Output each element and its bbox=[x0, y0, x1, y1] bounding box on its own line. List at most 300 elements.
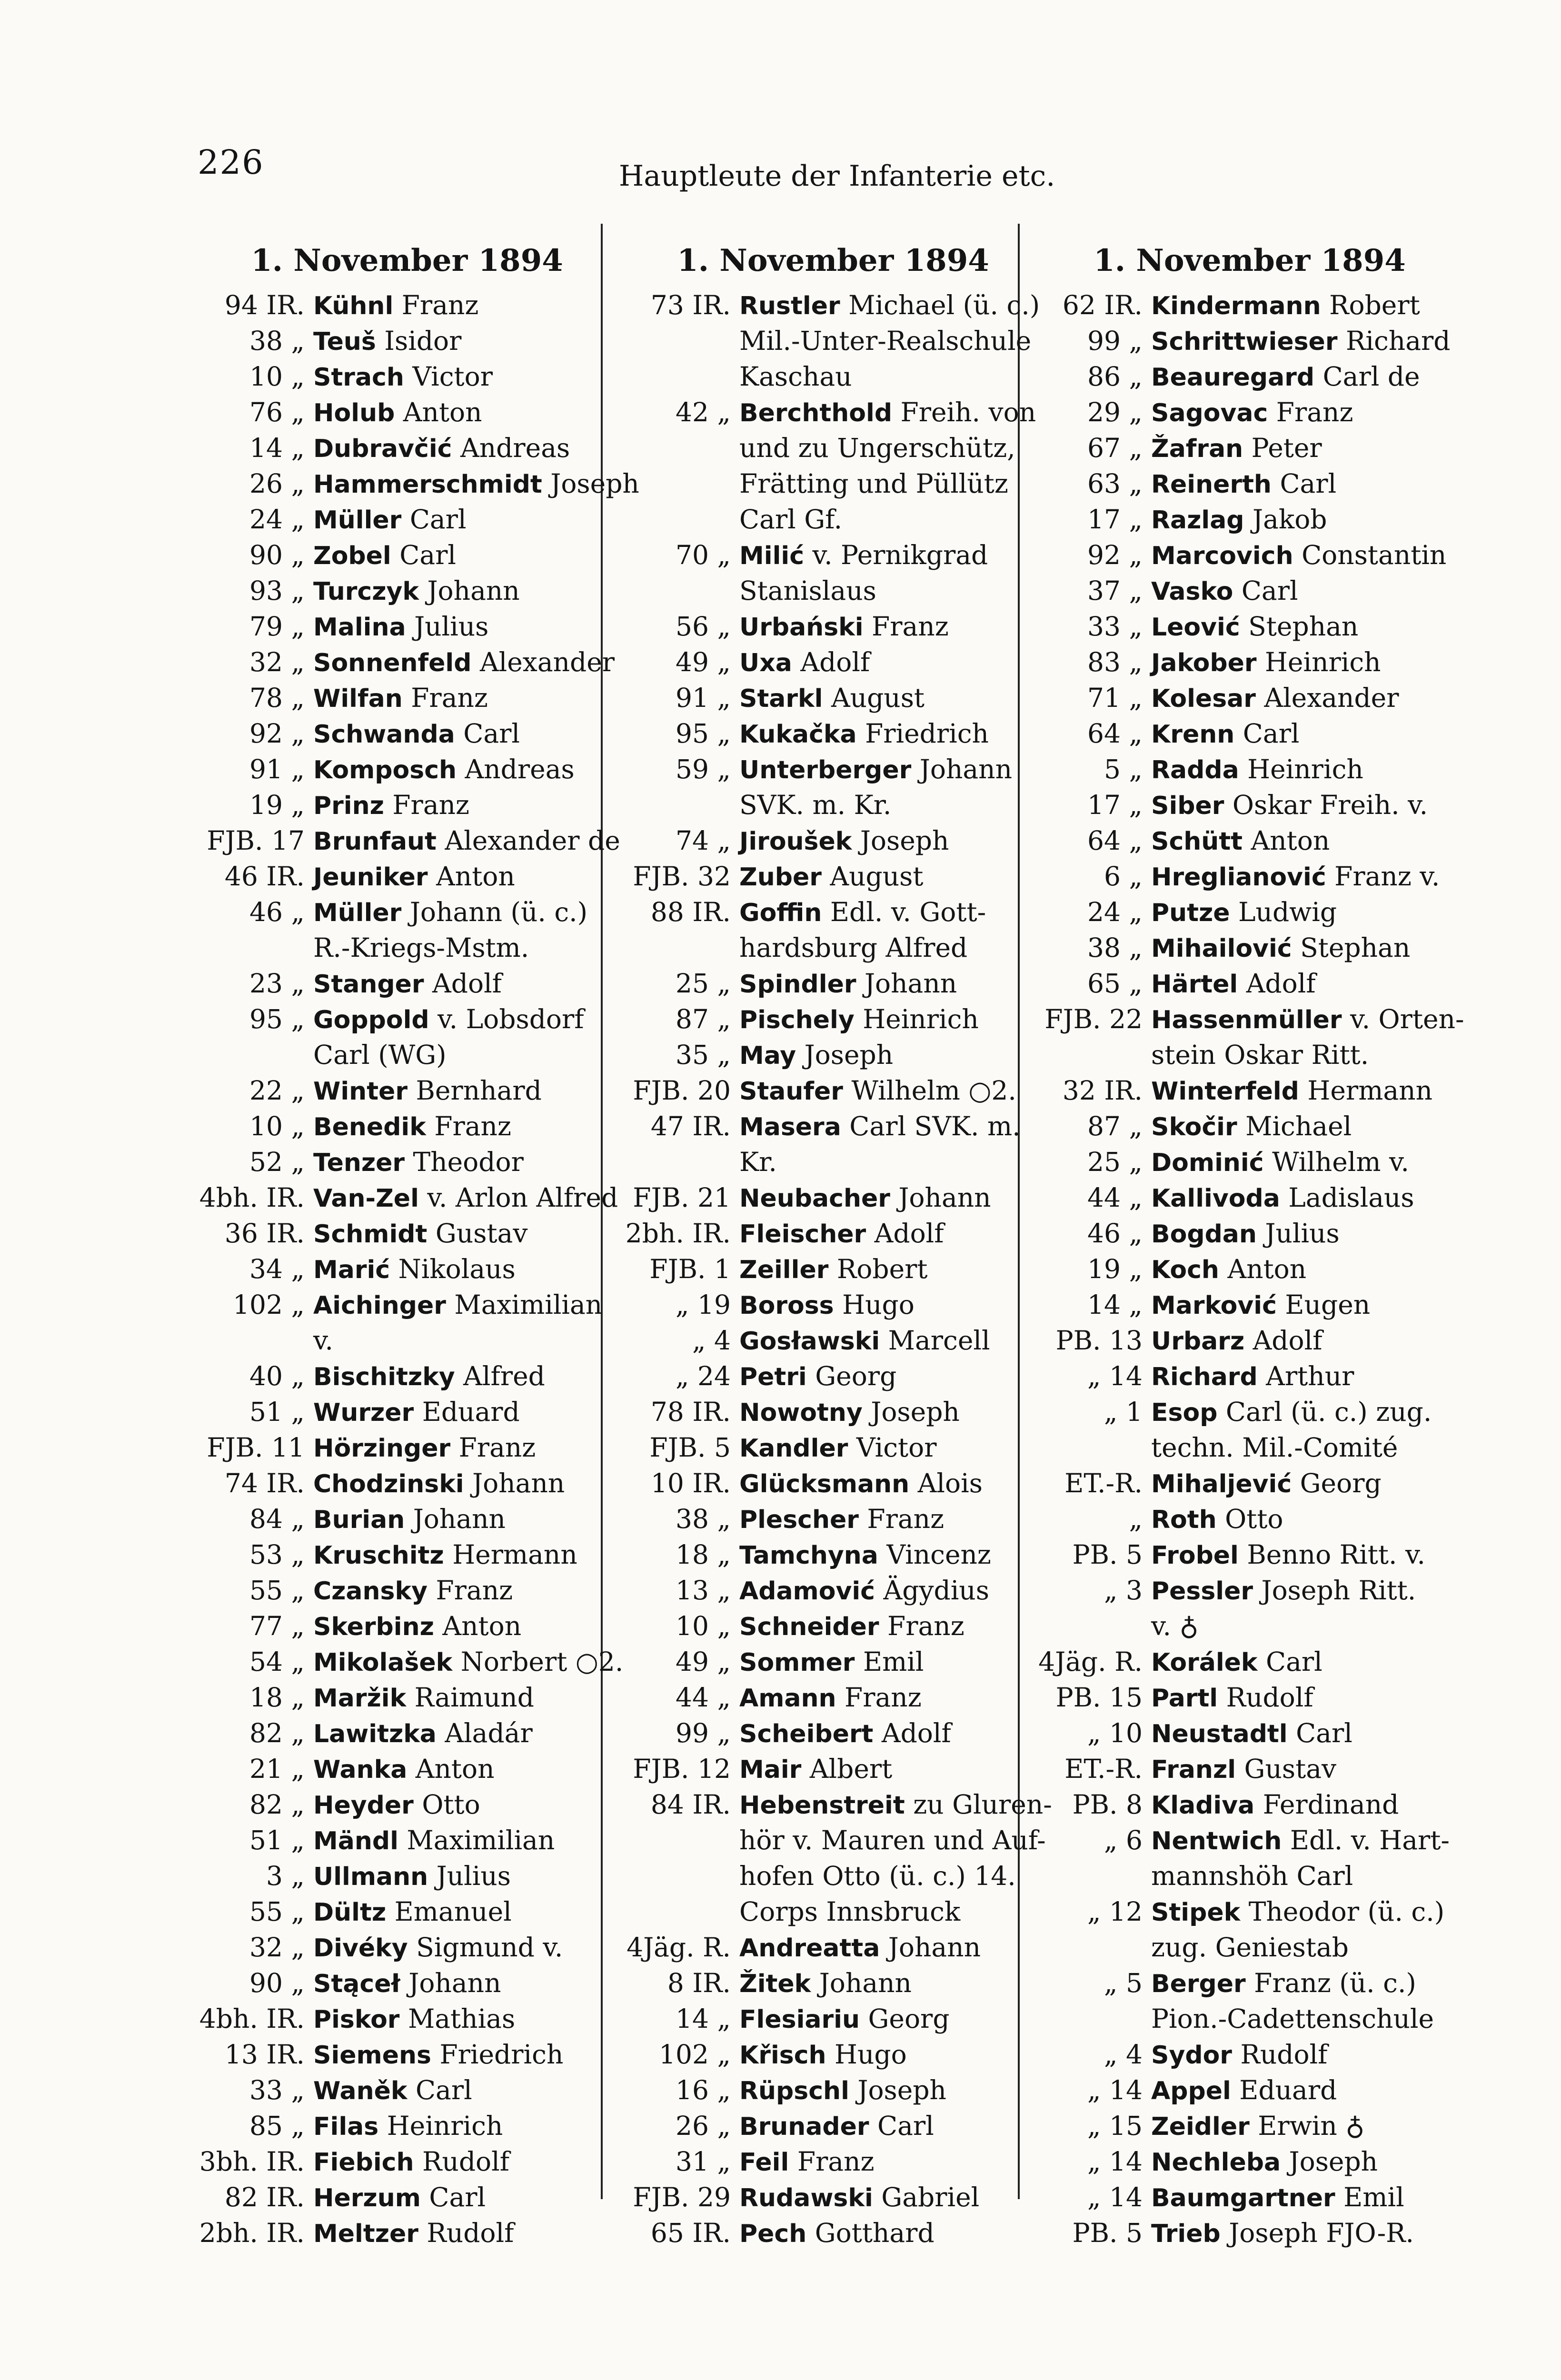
list-item bbox=[181, 823, 620, 859]
officer-details: mannshöh Carl bbox=[1151, 1861, 1353, 1891]
unit-reference: 33 „ bbox=[249, 2075, 305, 2105]
officer-surname: Radda bbox=[1151, 756, 1239, 784]
unit-reference: 46 „ bbox=[1087, 1218, 1143, 1249]
list-item bbox=[607, 1966, 1021, 2002]
entry-text bbox=[313, 1645, 623, 1680]
list-item bbox=[1019, 716, 1442, 752]
unit-reference: „ 4 bbox=[692, 1325, 731, 1356]
list-item bbox=[607, 1680, 1021, 1716]
entry-text bbox=[1151, 466, 1442, 502]
list-item bbox=[1019, 1288, 1442, 1323]
entry-text bbox=[1151, 574, 1442, 609]
list-item bbox=[607, 859, 1021, 895]
unit-reference: 92 „ bbox=[249, 718, 305, 749]
officer-details: Johann (ü. c.) bbox=[409, 897, 588, 927]
officer-details: Hugo bbox=[842, 1289, 915, 1320]
officer-details: Carl bbox=[409, 504, 467, 535]
officer-details: Andreas bbox=[460, 433, 570, 463]
entry-text bbox=[739, 1823, 1046, 1859]
officer-surname: Mihaljević bbox=[1151, 1470, 1292, 1498]
officer-details: Michael (ü. c.) bbox=[848, 290, 1040, 320]
entry-text bbox=[1151, 1430, 1442, 1466]
entry-text bbox=[1151, 1573, 1442, 1609]
entry-text bbox=[313, 1073, 595, 1109]
officer-surname: Müller bbox=[313, 899, 402, 927]
list-item bbox=[181, 645, 615, 681]
unit-reference: 10 „ bbox=[249, 361, 305, 392]
list-item bbox=[607, 1180, 1021, 1216]
unit-reference: 55 „ bbox=[249, 1575, 305, 1606]
entry-text bbox=[1151, 1180, 1442, 1216]
officer-surname: Mändl bbox=[313, 1827, 398, 1855]
entry-text bbox=[1151, 1288, 1442, 1323]
entry-text bbox=[1151, 931, 1442, 966]
entry-text bbox=[739, 1216, 1021, 1252]
entry-text bbox=[1151, 966, 1442, 1002]
unit-reference: 2bh. IR. bbox=[199, 2218, 305, 2248]
list-item bbox=[607, 1537, 1021, 1573]
entry-text bbox=[313, 1180, 618, 1216]
entry-text bbox=[1151, 1787, 1442, 1823]
unit-reference: 63 „ bbox=[1087, 468, 1143, 499]
unit-reference: 4bh. IR. bbox=[199, 2003, 305, 2034]
officer-surname: Marcovich bbox=[1151, 542, 1293, 570]
officer-surname: Amann bbox=[739, 1684, 836, 1713]
unit-reference: 22 „ bbox=[249, 1075, 305, 1106]
officer-details: August bbox=[831, 683, 925, 713]
officer-details: Carl bbox=[429, 2182, 486, 2212]
list-item bbox=[181, 574, 595, 609]
list-item bbox=[1019, 1859, 1442, 1894]
list-item bbox=[1019, 538, 1447, 574]
list-item bbox=[1019, 1073, 1442, 1109]
officer-details: Edl. v. Hart- bbox=[1290, 1825, 1450, 1855]
unit-reference: 82 IR. bbox=[224, 2182, 305, 2212]
list-item bbox=[181, 1930, 595, 1966]
officer-details: Gustav bbox=[1244, 1754, 1337, 1784]
unit-reference: 67 „ bbox=[1087, 433, 1143, 463]
officer-details: Alexander de bbox=[445, 825, 620, 856]
entry-text bbox=[739, 1502, 1021, 1537]
officer-details: Otto bbox=[422, 1789, 480, 1820]
officer-surname: Teuš bbox=[313, 327, 376, 356]
officer-surname: Sydor bbox=[1151, 2041, 1232, 2070]
officer-details: Rudolf bbox=[1226, 1682, 1313, 1713]
officer-surname: Leović bbox=[1151, 613, 1240, 642]
list-item bbox=[607, 2109, 1021, 2144]
officer-details: Victor bbox=[856, 1432, 937, 1463]
list-item bbox=[1019, 324, 1451, 359]
list-item bbox=[181, 1787, 595, 1823]
entry-text bbox=[313, 1145, 595, 1180]
list-item bbox=[1019, 931, 1442, 966]
officer-surname: Spindler bbox=[739, 970, 856, 999]
officer-surname: Benedik bbox=[313, 1113, 426, 1141]
entry-text bbox=[739, 1109, 1021, 1145]
entry-text bbox=[1151, 716, 1442, 752]
officer-surname: Rüpschl bbox=[739, 2077, 849, 2105]
entry-text bbox=[313, 1573, 595, 1609]
list-item bbox=[181, 1180, 618, 1216]
officer-details: Carl bbox=[1241, 575, 1298, 606]
list-item bbox=[181, 2037, 595, 2073]
entry-text bbox=[1151, 1359, 1442, 1395]
list-item bbox=[181, 431, 595, 466]
unit-reference: 19 „ bbox=[1087, 1254, 1143, 1284]
unit-reference: FJB. 17 bbox=[207, 825, 305, 856]
officer-details: Hugo bbox=[835, 2039, 907, 2070]
list-item bbox=[607, 931, 1021, 966]
unit-reference: 99 „ bbox=[1087, 326, 1143, 356]
entry-text bbox=[739, 574, 1021, 609]
list-item bbox=[181, 1537, 595, 1573]
unit-reference: 46 „ bbox=[249, 897, 305, 927]
unit-reference: 2bh. IR. bbox=[625, 1218, 731, 1249]
unit-reference: 18 „ bbox=[249, 1682, 305, 1713]
officer-details: Benno Ritt. v. bbox=[1247, 1539, 1425, 1570]
entry-text bbox=[313, 2109, 595, 2144]
list-item bbox=[607, 752, 1021, 788]
entry-text bbox=[313, 1395, 595, 1430]
officer-surname: Zeidler bbox=[1151, 2112, 1250, 2141]
entry-text bbox=[313, 895, 595, 931]
list-item bbox=[181, 2216, 595, 2251]
unit-reference: 91 „ bbox=[249, 754, 305, 784]
unit-reference: 87 „ bbox=[676, 1004, 731, 1034]
list-item bbox=[1019, 1216, 1442, 1252]
officer-surname: Siemens bbox=[313, 2041, 431, 2070]
officer-surname: Dominić bbox=[1151, 1149, 1264, 1177]
entry-text bbox=[313, 966, 595, 1002]
entry-text bbox=[313, 859, 595, 895]
entry-text bbox=[1151, 2180, 1442, 2216]
entry-text bbox=[739, 609, 1021, 645]
unit-reference: 34 „ bbox=[249, 1254, 305, 1284]
list-item bbox=[607, 2216, 1021, 2251]
unit-reference: 85 „ bbox=[249, 2111, 305, 2141]
entry-text bbox=[1151, 1645, 1442, 1680]
officer-details: Joseph bbox=[857, 2075, 946, 2105]
unit-reference: 64 „ bbox=[1087, 718, 1143, 749]
officer-details: Albert bbox=[809, 1754, 893, 1784]
list-item bbox=[181, 1823, 595, 1859]
entry-text bbox=[1151, 324, 1451, 359]
officer-surname: Nowotny bbox=[739, 1398, 863, 1427]
list-item bbox=[1019, 1716, 1442, 1752]
list-item bbox=[607, 1466, 1021, 1502]
list-item bbox=[181, 359, 595, 395]
entry-text bbox=[739, 823, 1021, 859]
entry-text bbox=[739, 859, 1021, 895]
entry-text bbox=[313, 1466, 595, 1502]
officer-surname: Brunfaut bbox=[313, 827, 437, 856]
officer-surname: Putze bbox=[1151, 899, 1230, 927]
unit-reference: 14 „ bbox=[676, 2003, 731, 2034]
entry-text bbox=[1151, 1395, 1442, 1430]
entry-text bbox=[1151, 1145, 1442, 1180]
unit-reference: 54 „ bbox=[249, 1646, 305, 1677]
officer-details: Oskar Freih. v. bbox=[1232, 790, 1428, 820]
officer-details: Franz bbox=[401, 290, 479, 320]
officer-details: Stephan bbox=[1248, 611, 1359, 642]
unit-reference: „ 6 bbox=[1104, 1825, 1143, 1855]
entry-text bbox=[739, 2144, 1021, 2180]
list-item bbox=[181, 931, 595, 966]
officer-details: Constantin bbox=[1302, 540, 1447, 570]
list-item bbox=[1019, 645, 1442, 681]
entry-text bbox=[1151, 1073, 1442, 1109]
officer-details: Kr. bbox=[739, 1147, 777, 1177]
list-item bbox=[181, 609, 595, 645]
officer-details: Heinrich bbox=[1247, 754, 1363, 784]
unit-reference: 49 „ bbox=[676, 647, 731, 677]
list-item bbox=[1019, 681, 1442, 716]
officer-details: Kaschau bbox=[739, 361, 852, 392]
entry-text bbox=[313, 324, 595, 359]
unit-reference: „ 19 bbox=[676, 1289, 731, 1320]
officer-details: Friedrich bbox=[865, 718, 989, 749]
officer-details: Franz bbox=[797, 2146, 875, 2177]
unit-reference: 38 „ bbox=[676, 1504, 731, 1534]
officer-details: Friedrich bbox=[439, 2039, 564, 2070]
list-item bbox=[607, 1787, 1052, 1823]
unit-reference: 74 „ bbox=[676, 825, 731, 856]
list-item bbox=[607, 2180, 1021, 2216]
officer-surname: Kruschitz bbox=[313, 1541, 444, 1570]
entry-text bbox=[313, 931, 595, 966]
unit-reference: 44 „ bbox=[1087, 1182, 1143, 1213]
officer-details: Adolf bbox=[800, 647, 870, 677]
list-item bbox=[1019, 1787, 1442, 1823]
unit-reference: 13 IR. bbox=[224, 2039, 305, 2070]
entry-text bbox=[739, 1145, 1021, 1180]
officer-surname: Beauregard bbox=[1151, 363, 1315, 392]
list-item bbox=[1019, 1966, 1442, 2002]
officer-details: Johann bbox=[408, 1968, 501, 1998]
entry-text bbox=[313, 1680, 595, 1716]
officer-details: hör v. Mauren und Auf- bbox=[739, 1825, 1046, 1855]
officer-surname: Žitek bbox=[739, 1970, 811, 1998]
entry-text bbox=[313, 2216, 595, 2251]
officer-details: Gabriel bbox=[881, 2182, 980, 2212]
entry-text bbox=[739, 2109, 1021, 2144]
officer-details: v. Orten- bbox=[1350, 1004, 1464, 1034]
unit-reference: FJB. 11 bbox=[207, 1432, 305, 1463]
entry-text bbox=[739, 2002, 1021, 2037]
entry-text bbox=[739, 538, 1021, 574]
unit-reference: 5 „ bbox=[1104, 754, 1143, 784]
list-item bbox=[181, 2073, 595, 2109]
officer-surname: Dültz bbox=[313, 1898, 387, 1927]
officer-surname: Hörzinger bbox=[313, 1434, 451, 1463]
entry-text bbox=[1151, 1109, 1442, 1145]
list-item bbox=[607, 288, 1040, 324]
officer-details: hardsburg Alfred bbox=[739, 932, 968, 963]
unit-reference: 90 „ bbox=[249, 1968, 305, 1998]
officer-details: Franz bbox=[436, 1575, 513, 1606]
officer-surname: Wurzer bbox=[313, 1398, 414, 1427]
list-item bbox=[181, 288, 595, 324]
officer-surname: Jiroušek bbox=[739, 827, 852, 856]
officer-details: Michael bbox=[1245, 1111, 1352, 1141]
officer-surname: Žafran bbox=[1151, 435, 1243, 463]
list-item bbox=[607, 359, 1021, 395]
entry-text bbox=[313, 395, 595, 431]
list-item bbox=[607, 502, 1021, 538]
list-item bbox=[607, 788, 1021, 823]
list-item bbox=[607, 1216, 1021, 1252]
unit-reference: 55 „ bbox=[249, 1896, 305, 1927]
list-item bbox=[607, 1073, 1021, 1109]
officer-details: Anton bbox=[1251, 825, 1330, 856]
officer-surname: Burian bbox=[313, 1506, 405, 1534]
officer-details: Johann bbox=[864, 968, 957, 999]
officer-details: Stanislaus bbox=[739, 575, 876, 606]
unit-reference: 62 IR. bbox=[1062, 290, 1143, 320]
officer-surname: Heyder bbox=[313, 1791, 414, 1820]
entry-text bbox=[313, 1966, 595, 2002]
officer-surname: Nechleba bbox=[1151, 2148, 1281, 2177]
officer-surname: Neubacher bbox=[739, 1184, 890, 1213]
list-item bbox=[181, 1859, 595, 1894]
unit-reference: 10 „ bbox=[676, 1611, 731, 1641]
entry-text bbox=[1151, 823, 1442, 859]
list-item bbox=[607, 966, 1021, 1002]
entry-text bbox=[313, 1038, 595, 1073]
unit-reference: 32 „ bbox=[249, 647, 305, 677]
unit-reference: „ bbox=[1129, 1504, 1143, 1534]
officer-surname: Kallivoda bbox=[1151, 1184, 1280, 1213]
officer-details: Carl (ü. c.) zug. bbox=[1225, 1397, 1432, 1427]
officer-surname: Baumgartner bbox=[1151, 2184, 1335, 2212]
officer-details: Pion.-Cadettenschule bbox=[1151, 2003, 1434, 2034]
entry-text bbox=[313, 1323, 595, 1359]
unit-reference: 86 „ bbox=[1087, 361, 1143, 392]
officer-surname: Piskor bbox=[313, 2005, 400, 2034]
list-item bbox=[1019, 1609, 1442, 1645]
officer-details: Gustav bbox=[435, 1218, 528, 1249]
officer-details: Eduard bbox=[422, 1397, 520, 1427]
list-item bbox=[181, 1752, 595, 1787]
entry-text bbox=[739, 681, 1021, 716]
list-item bbox=[607, 716, 1021, 752]
list-item bbox=[607, 1930, 1021, 1966]
entry-text bbox=[313, 1502, 595, 1537]
officer-surname: Pessler bbox=[1151, 1577, 1253, 1606]
officer-surname: Unterberger bbox=[739, 756, 912, 784]
officer-surname: Zuber bbox=[739, 863, 822, 892]
list-item bbox=[1019, 1180, 1442, 1216]
officer-surname: Mikolašek bbox=[313, 1648, 453, 1677]
officer-details: Anton bbox=[415, 1754, 495, 1784]
list-item bbox=[1019, 895, 1442, 931]
entry-text bbox=[1151, 288, 1442, 324]
unit-reference: 84 „ bbox=[249, 1504, 305, 1534]
officer-details: Joseph bbox=[871, 1397, 960, 1427]
list-item bbox=[1019, 1109, 1442, 1145]
list-item bbox=[607, 1038, 1021, 1073]
list-item bbox=[607, 1823, 1046, 1859]
entry-text bbox=[739, 395, 1036, 431]
unit-reference: 47 IR. bbox=[650, 1111, 731, 1141]
officer-surname: Korálek bbox=[1151, 1648, 1258, 1677]
list-item bbox=[1019, 1323, 1442, 1359]
officer-details: Franz bbox=[872, 611, 949, 642]
officer-surname: Hreglianović bbox=[1151, 863, 1326, 892]
unit-reference: „ 10 bbox=[1087, 1718, 1143, 1748]
entry-text bbox=[313, 1252, 595, 1288]
entry-text bbox=[313, 1930, 595, 1966]
officer-surname: Maržik bbox=[313, 1684, 407, 1713]
officer-surname: Sagovac bbox=[1151, 399, 1268, 427]
unit-reference: 24 „ bbox=[249, 504, 305, 535]
entry-text bbox=[313, 1430, 595, 1466]
officer-details: Ägydius bbox=[883, 1575, 989, 1606]
unit-reference: 82 „ bbox=[249, 1718, 305, 1748]
unit-reference: 84 IR. bbox=[650, 1789, 731, 1820]
officer-details: Franz bbox=[434, 1111, 511, 1141]
list-item bbox=[181, 966, 595, 1002]
officer-surname: Appel bbox=[1151, 2077, 1231, 2105]
officer-surname: Pischely bbox=[739, 1006, 855, 1034]
unit-reference: 24 „ bbox=[1087, 897, 1143, 927]
list-item bbox=[607, 895, 1021, 931]
officer-surname: Uxa bbox=[739, 649, 792, 677]
officer-surname: Tenzer bbox=[313, 1149, 405, 1177]
officer-details: Maximilian bbox=[407, 1825, 555, 1855]
unit-reference: „ 24 bbox=[676, 1361, 731, 1391]
officer-surname: Stanger bbox=[313, 970, 424, 999]
officer-details: Johann bbox=[427, 575, 520, 606]
entry-text bbox=[739, 1894, 1021, 1930]
list-item bbox=[607, 1252, 1021, 1288]
officer-details: Eduard bbox=[1239, 2075, 1337, 2105]
unit-reference: 78 „ bbox=[249, 683, 305, 713]
list-item bbox=[607, 1323, 1021, 1359]
officer-surname: Strach bbox=[313, 363, 404, 392]
officer-details: Julius bbox=[414, 611, 489, 642]
officer-surname: Marković bbox=[1151, 1291, 1277, 1320]
unit-reference: 74 IR. bbox=[224, 1468, 305, 1498]
unit-reference: 26 „ bbox=[249, 468, 305, 499]
entry-text bbox=[1151, 788, 1442, 823]
officer-details: Rudolf bbox=[427, 2218, 514, 2248]
entry-text bbox=[313, 645, 615, 681]
list-item bbox=[1019, 1894, 1445, 1930]
unit-reference: 87 „ bbox=[1087, 1111, 1143, 1141]
entry-text bbox=[313, 574, 595, 609]
unit-reference: 79 „ bbox=[249, 611, 305, 642]
list-item bbox=[181, 752, 595, 788]
officer-surname: Frobel bbox=[1151, 1541, 1239, 1570]
officer-details: Julius bbox=[436, 1861, 511, 1891]
unit-reference: 102 „ bbox=[233, 1289, 305, 1320]
list-item bbox=[1019, 1038, 1442, 1073]
officer-surname: Jakober bbox=[1151, 649, 1257, 677]
unit-reference: PB. 8 bbox=[1072, 1789, 1143, 1820]
entry-text bbox=[739, 966, 1021, 1002]
list-item bbox=[181, 1323, 595, 1359]
list-item bbox=[1019, 1573, 1442, 1609]
unit-reference: 3 „ bbox=[266, 1861, 305, 1891]
entry-text bbox=[739, 1466, 1021, 1502]
officer-details: Carl bbox=[1296, 1718, 1352, 1748]
entry-text bbox=[313, 1609, 595, 1645]
list-item bbox=[607, 1894, 1021, 1930]
officer-surname: Holub bbox=[313, 399, 395, 427]
list-item bbox=[1019, 2180, 1442, 2216]
unit-reference: 52 „ bbox=[249, 1147, 305, 1177]
